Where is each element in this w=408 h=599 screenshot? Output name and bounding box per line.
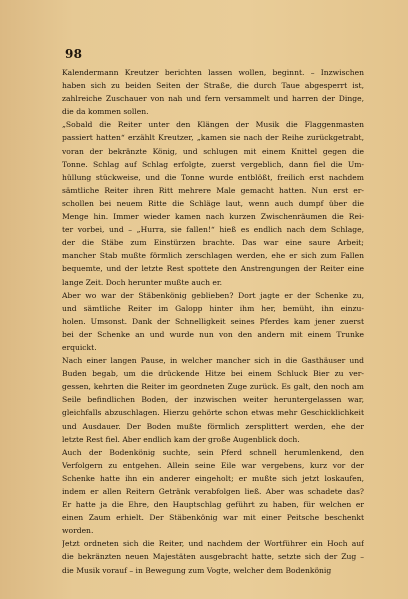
text-line: Kalendermann Kreutzer berichten lassen wollen, beginnt. – Inzwischen (62, 68, 364, 77)
text-line: indem er allen Reitern Getränk verabfolgen ließ. Aber was schadete das? (62, 487, 364, 496)
paragraph (62, 537, 364, 576)
text-line: lange Zeit. Doch herunter mußte auch er. (62, 277, 223, 287)
text-line: Schenke hatte ihn ein anderer eingeholt; er mußte sich jetzt loskaufen, (62, 473, 364, 483)
text-line: schollen bei neuem Ritte die Schläge laut, wenn auch dumpf über die (62, 198, 364, 208)
text-line: sämtliche Reiter ihren Ritt mehrere Male gemacht hatten. Nun erst er- (62, 185, 364, 195)
text-line: Jetzt ordneten sich die Reiter, und nachdem der Wortführer ein Hoch auf (62, 539, 364, 549)
text-line: „Sobald die Reiter unter den Klängen der Musik die Flaggenmasten (62, 120, 364, 130)
text-line: worden. (62, 526, 94, 536)
text-line: ter vorbei, und – „Hurra, sie fallen!“ hieß es endlich nach dem Schlage, (62, 225, 364, 235)
text-line: und Ausdauer. Der Boden mußte förmlich zersplittert werden, ehe der (62, 421, 364, 431)
paragraph (62, 289, 364, 354)
text-line: voran der bekränzte König, und schlugen mit einem Knittel gegen die (62, 146, 364, 156)
text-line: erquickt. (62, 342, 97, 352)
text-line: Er hatte ja die Ehre, den Hauptschlag geführt zu haben, für welchen er (62, 500, 364, 510)
body-text (62, 66, 364, 577)
text-line: Menge hin. Immer wieder kamen nach kurzen Zwischenräumen die Rei- (62, 212, 364, 222)
text-line: letzte Rest fiel. Aber endlich kam der große Augenblick doch. (62, 434, 300, 444)
text-line: Auch der Bodenkönig suchte, sein Pferd schnell herumlenkend, den (62, 447, 364, 457)
text-line: die da kommen sollen. (62, 107, 149, 117)
text-line: holen. Umsonst. Dank der Schnelligkeit seines Pferdes kam jener zuerst (62, 316, 364, 326)
paragraph (62, 66, 364, 118)
paragraph (62, 118, 364, 288)
page-number: 98 (65, 47, 83, 61)
text-line: gessen, kehrten die Reiter im geordneten Zuge zurück. Es galt, den noch am (62, 382, 364, 392)
text-line: bei der Schenke an und wurde nun von den andern mit einem Trunke (62, 329, 364, 339)
text-line: mancher Stab mußte förmlich zerschlagen werden, ehe er sich zum Fallen (62, 251, 364, 261)
text-line: Tonne. Schlag auf Schlag erfolgte, zuerst vergeblich, dann fiel die Um- (62, 159, 364, 169)
text-line: und sämtliche Reiter im Galopp hinter ihm her, bemüht, ihn einzu- (62, 303, 364, 313)
text-line: die Musik vorauf – in Bewegung zum Vogte, welcher dem Bodenkönig (62, 565, 332, 575)
text-line: gleichfalls abzuschlagen. Hierzu gehörte schon etwas mehr Geschicklichkeit (62, 408, 364, 418)
text-line: Verfolgern zu entgehen. Allein seine Eile war vergebens, kurz vor der (62, 460, 364, 470)
text-line: zahlreiche Zuschauer von nah und fern versammelt und harren der Dinge, (62, 94, 364, 104)
text-line: passiert hatten“ erzählt Kreutzer, „kamen sie nach der Reihe zurückgetrabt, (62, 133, 364, 143)
paragraph (62, 354, 364, 446)
text-line: bequemte, und der letzte Rest spottete den Anstrengungen der Reiter eine (62, 264, 364, 274)
text-line: Buden begab, um die drückende Hitze bei einem Schluck Bier zu ver- (62, 369, 364, 379)
text-line: der die Stäbe zum Einstürzen brachte. Das war eine saure Arbeit; (62, 238, 364, 248)
text-line: Nach einer langen Pause, in welcher mancher sich in die Gasthäuser und (62, 356, 364, 366)
text-line: die bekränzten neuen Majestäten ausgebracht hatte, setzte sich der Zug – (62, 552, 364, 562)
text-line: einen Zaum erhielt. Der Stäbenkönig war mit einer Peitsche beschenkt (62, 513, 364, 523)
paragraph (62, 446, 364, 538)
text-line: Aber wo war der Stäbenkönig geblieben? Dort jagte er der Schenke zu, (62, 290, 364, 300)
text-line: haben sich zu beiden Seiten der Straße, die durch Taue abgesperrt ist, (62, 81, 364, 91)
text-line: hüllung stückweise, und die Tonne wurde entblößt, freilich erst nachdem (62, 172, 364, 182)
text-line: Seile befindlichen Boden, der inzwischen weiter heruntergelassen war, (62, 395, 364, 405)
